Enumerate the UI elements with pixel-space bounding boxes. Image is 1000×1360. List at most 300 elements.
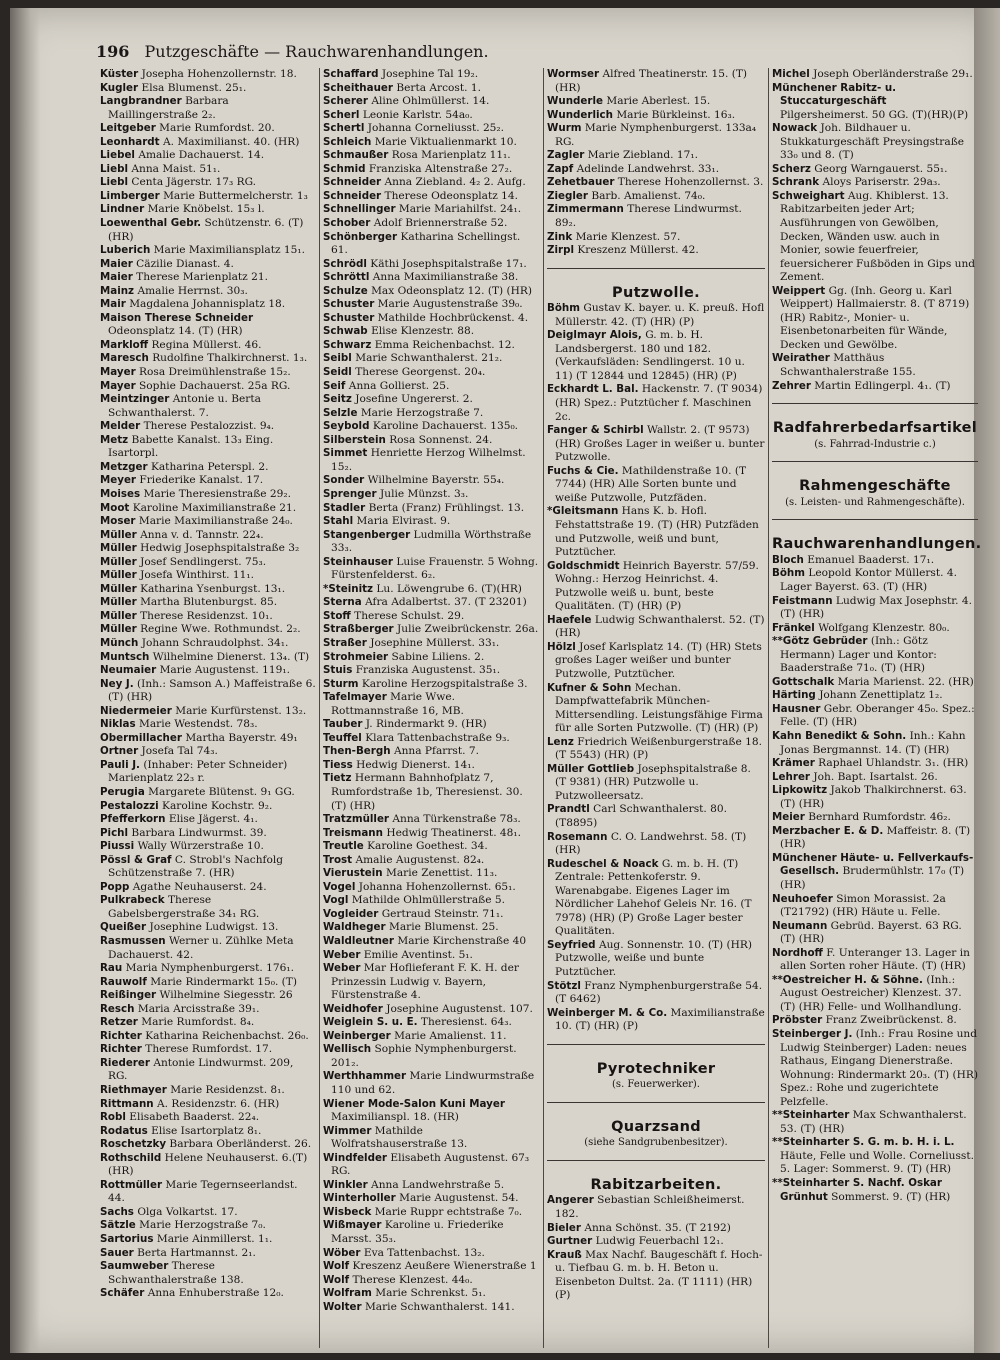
- entry-details: Marie Theresienstraße 29₂.: [143, 487, 292, 500]
- entry-name: Feistmann: [772, 594, 833, 607]
- entry-details: Barbara Oberländerst. 26.: [169, 1138, 312, 1151]
- entry-name: Seif: [323, 379, 346, 392]
- entry-name: Nowack: [772, 122, 818, 135]
- directory-entry: [547, 641, 765, 682]
- entry-name: **Götz Gebrüder: [772, 635, 868, 648]
- entry-name: Haefele: [547, 613, 592, 626]
- entry-details: Marie Augustenst. 54.: [399, 1192, 519, 1205]
- entry-name: Maresch: [100, 352, 149, 365]
- directory-entry: [547, 329, 765, 383]
- entry-name: Wolfram: [323, 1287, 372, 1300]
- entry-details: Simon Morassist. 2a (T21792) (HR) Häute u. Felle.: [780, 892, 946, 919]
- entry-name: Münchener Häute- u. Fellverkaufs-Gesellsch.: [772, 851, 974, 878]
- directory-entry: [772, 176, 978, 190]
- entry-details: Regina Müllerst. 46.: [151, 338, 262, 351]
- entry-name: Sartorius: [100, 1233, 154, 1246]
- entry-details: Josephine Augustenst. 107.: [386, 1002, 533, 1015]
- directory-entry: [323, 1219, 540, 1246]
- directory-entry: [323, 678, 540, 692]
- entry-name: Limberger: [100, 189, 160, 202]
- directory-entry: [323, 1152, 540, 1179]
- directory-entry: [100, 854, 316, 881]
- entry-name: Moser: [100, 515, 136, 528]
- directory-entry: [323, 122, 540, 136]
- entry-details: Marie Tegernseerlandst. 44.: [108, 1178, 298, 1205]
- entry-details: Sommerst. 9. (T) (HR): [831, 1190, 951, 1203]
- entry-name: Müller: [100, 542, 137, 555]
- entry-details: Marie Mariahilfst. 24₁.: [398, 203, 522, 216]
- entry-details: Adolf Briennerstraße 52.: [373, 217, 508, 230]
- entry-details: Marie Westendst. 78₃.: [138, 718, 258, 731]
- entry-name: Wolf: [323, 1273, 350, 1286]
- entry-details: Gebrüd. Bayerst. 63 RG. (T) (HR): [780, 919, 962, 946]
- directory-entry: [772, 974, 978, 1015]
- directory-entry: [323, 82, 540, 96]
- entry-details: Mathildenstraße 10. (T 7744) (HR) Alle Sorten bunte und weiße Putzwolle, Putzfäden.: [555, 464, 747, 504]
- entry-details: Elise Isartorplatz 8₁.: [151, 1124, 262, 1137]
- directory-entry: [100, 732, 316, 746]
- entry-details: Bernhard Rumfordstr. 46₂.: [808, 811, 951, 824]
- entry-details: Anna v. d. Tannstr. 22₄.: [140, 528, 264, 541]
- entry-name: Weinberger: [323, 1029, 391, 1042]
- entry-details: Elise Klenzestr. 88.: [371, 325, 475, 338]
- entry-name: Windfelder: [323, 1151, 388, 1164]
- entry-details: Raphael Uhlandstr. 3₁. (HR): [818, 757, 969, 770]
- entry-details: Matthäus Schwanthalerstraße 155.: [780, 352, 916, 379]
- entry-name: Sätzle: [100, 1219, 136, 1232]
- entry-name: Rodatus: [100, 1124, 148, 1137]
- entry-details: Rosa Marienplatz 11₁.: [391, 149, 511, 162]
- directory-entry: [323, 312, 540, 326]
- entry-details: Maximilianspl. 18. (HR): [331, 1111, 459, 1124]
- directory-entry: [323, 488, 540, 502]
- entry-name: Neumann: [772, 919, 828, 932]
- entry-details: A. Residenzstr. 6. (HR): [157, 1097, 280, 1110]
- directory-entry: [547, 95, 765, 109]
- entry-details: Jakob Thalkirchnerst. 63. (T) (HR): [780, 784, 967, 810]
- directory-entry: [323, 664, 540, 678]
- directory-entry: [100, 1233, 316, 1247]
- entry-details: Anna Türkenstraße 78₃.: [392, 813, 521, 826]
- entry-name: Wormser: [547, 68, 600, 80]
- directory-entry: [323, 502, 540, 516]
- entry-name: Niklas: [100, 718, 136, 731]
- entry-name: Schrank: [772, 176, 820, 189]
- entry-details: (Inh.: Samson A.) Maffeistraße 6. (T) (HR): [108, 677, 316, 704]
- entry-details: Therese Schulst. 29.: [354, 609, 465, 622]
- directory-entry: [100, 68, 316, 82]
- entry-name: Sachs: [100, 1205, 134, 1218]
- entry-name: Zapf: [547, 162, 574, 175]
- entry-name: Hausner: [772, 702, 821, 715]
- directory-entry: [323, 434, 540, 448]
- entry-name: Zirpl: [547, 244, 574, 257]
- entry-details: Mathilde Ohlmüllerstraße 5.: [351, 894, 505, 907]
- entry-details: Therese Lindwurmst. 89₂.: [555, 203, 742, 230]
- directory-entry: [100, 962, 316, 976]
- directory-entry: [323, 190, 540, 204]
- directory-entry: [547, 1194, 765, 1221]
- entry-name: Schuster: [323, 311, 375, 324]
- entry-name: Stahl: [323, 515, 354, 528]
- entry-details: G. m. b. H. Landsbergerst. 180 und 182. (Verkaufsläden: Sendlingerst. 10 u. 11) (T 12844 und 12845) (HR) (P): [555, 329, 745, 382]
- entry-details: Marie Schwanthalerst. 21₂.: [355, 352, 503, 365]
- entry-name: Wisbeck: [323, 1205, 372, 1218]
- directory-entry: [323, 1301, 540, 1315]
- directory-entry: [323, 163, 540, 177]
- entry-details: Marie Lindwurmstraße 110 und 62.: [331, 1070, 535, 1097]
- entry-name: Selzle: [323, 406, 358, 419]
- entry-details: Marie Klenzest. 57.: [575, 230, 681, 243]
- entry-details: Marie Augustenstraße 39₀.: [377, 298, 523, 311]
- directory-entry: [547, 1249, 765, 1303]
- book-spine-shadow: [10, 8, 40, 1353]
- entry-details: Karoline Dachauerst. 135₀.: [372, 420, 519, 433]
- entry-details: Marie Nymphenburgerst. 133a₄ RG.: [555, 122, 757, 148]
- entry-name: Langbrandner: [100, 95, 182, 108]
- directory-entry: [772, 122, 978, 163]
- entry-name: Mainz: [100, 284, 135, 297]
- directory-entry: [772, 784, 978, 811]
- entry-details: Anna Maximilianstraße 38.: [372, 271, 519, 284]
- directory-entry: [100, 1057, 316, 1084]
- entry-name: Roschetzky: [100, 1138, 167, 1151]
- directory-entry: [100, 312, 316, 339]
- entry-name: Weippert: [772, 284, 826, 297]
- entry-name: Tiess: [323, 758, 353, 771]
- entry-name: **Steinharter: [772, 1109, 850, 1122]
- entry-name: Wiener Mode-Salon Kuni Mayer: [323, 1097, 505, 1110]
- entry-name: Kugler: [100, 81, 139, 94]
- entry-name: Lipkowitz: [772, 784, 828, 797]
- entry-details: J. Rindermarkt 9. (HR): [365, 718, 487, 731]
- entry-name: Meier: [772, 811, 805, 824]
- entry-details: Julie Zweibrückenstr. 26a.: [397, 623, 539, 636]
- entry-details: Maximilianstraße 10. (T) (HR) (P): [555, 1006, 765, 1033]
- directory-entry: [100, 122, 316, 136]
- directory-entry: [323, 921, 540, 935]
- entry-name: Böhm: [772, 567, 805, 580]
- entry-name: Sterna: [323, 596, 362, 609]
- entry-details: Karoline Kochstr. 9₂.: [162, 799, 273, 812]
- directory-entry: [772, 622, 978, 636]
- directory-entry: [547, 163, 765, 177]
- entry-name: Rothschild: [100, 1151, 162, 1164]
- directory-entry: [772, 1136, 978, 1177]
- entry-name: Neuhoefer: [772, 892, 833, 905]
- directory-entry: [100, 488, 316, 502]
- directory-entry: [100, 515, 316, 529]
- entry-name: Liebl: [100, 176, 128, 189]
- section-heading: Rauchwarenhandlungen.: [772, 536, 982, 553]
- directory-entry: [772, 1014, 978, 1028]
- directory-entry: [100, 244, 316, 258]
- entry-name: Weiglein S. u. E.: [323, 1016, 418, 1029]
- directory-entry: [100, 1287, 316, 1301]
- entry-name: Wellisch: [323, 1043, 372, 1056]
- entry-details: Magdalena Johannisplatz 18.: [129, 298, 286, 311]
- entry-name: Rudeschel & Noack: [547, 857, 659, 870]
- entry-details: Joh. Bapt. Isartalst. 26.: [813, 770, 938, 783]
- page-number: 196: [96, 42, 130, 61]
- entry-name: Teuffel: [323, 731, 362, 744]
- entry-name: Tauber: [323, 718, 363, 731]
- directory-entry: [323, 867, 540, 881]
- directory-entry: [772, 811, 978, 825]
- entry-details: Marie Ziebland. 17₁.: [587, 149, 698, 162]
- entry-details: Agathe Neuhauserst. 24.: [132, 880, 267, 893]
- directory-entry: [323, 258, 540, 272]
- entry-details: Wilhelmine Bayerstr. 55₄.: [367, 474, 505, 487]
- directory-entry: [323, 68, 540, 82]
- entry-name: Riederer: [100, 1056, 150, 1069]
- entry-details: Maria Marienst. 22. (HR): [837, 675, 974, 688]
- directory-entry: [100, 1030, 316, 1044]
- entry-details: Sebastian Schleißheimerst. 182.: [555, 1194, 745, 1221]
- entry-details: Josephine Tal 19₂.: [381, 68, 479, 80]
- directory-entry: [772, 595, 978, 622]
- entry-details: Klara Tattenbachstraße 9₃.: [365, 731, 510, 744]
- entry-name: Silberstein: [323, 433, 386, 446]
- directory-entry: [323, 718, 540, 732]
- directory-entry: [323, 1030, 540, 1044]
- entry-details: Franz Nymphenburgerstraße 54. (T 6462): [555, 979, 763, 1006]
- directory-entry: [323, 827, 540, 841]
- directory-entry: [100, 352, 316, 366]
- entry-name: Vogleider: [323, 907, 379, 920]
- entry-name: Zagler: [547, 149, 585, 162]
- section-heading: Quarzsand: [611, 1118, 701, 1135]
- entry-name: Maier: [100, 257, 133, 270]
- directory-entry: [100, 556, 316, 570]
- entry-name: Treismann: [323, 826, 383, 839]
- directory-entry: [547, 203, 765, 230]
- directory-entry: [100, 745, 316, 759]
- directory-entry: [100, 1152, 316, 1179]
- entry-details: Rudolfine Thalkirchnerst. 1₃.: [152, 352, 308, 365]
- entry-details: Maffeistr. 8. (T) (HR): [780, 824, 971, 851]
- directory-entry: [547, 231, 765, 245]
- entry-name: *Steinitz: [323, 582, 374, 595]
- entry-details: Martin Edlingerpl. 4₁. (T): [814, 379, 951, 392]
- column-2: [323, 68, 540, 1314]
- entry-details: Josephspitalstraße 8. (T 9381) (HR) Putzwolle u. Putzwolleersatz.: [555, 762, 751, 802]
- entry-name: Pestalozzi: [100, 799, 159, 812]
- directory-entry: [772, 190, 978, 285]
- entry-details: Josef Karlsplatz 14. (T) (HR) Stets großes Lager weißer und bunter Putzwolle, Putztücher.: [555, 640, 762, 680]
- directory-entry: [323, 908, 540, 922]
- entry-name: Fuchs & Cie.: [547, 464, 619, 477]
- entry-name: Liebl: [100, 162, 128, 175]
- directory-entry: [100, 136, 316, 150]
- directory-page: [10, 8, 1000, 1353]
- directory-entry: [772, 852, 978, 893]
- section-rule: [547, 1160, 765, 1161]
- directory-entry: [323, 610, 540, 624]
- entry-details: Hedwig Theatinerst. 48₁.: [386, 826, 522, 839]
- directory-entry: [100, 989, 316, 1003]
- entry-name: Trost: [323, 853, 353, 866]
- directory-entry: [323, 1070, 540, 1097]
- entry-details: Therese Gabelsbergerstraße 34₁ RG.: [108, 894, 260, 920]
- directory-entry: [323, 1179, 540, 1193]
- entry-name: Werthhammer: [323, 1070, 407, 1083]
- entry-details: Marie Knöbelst. 15₃ l.: [147, 203, 265, 216]
- entry-name: Stadler: [323, 501, 366, 514]
- directory-entry: [547, 302, 765, 329]
- entry-details: Marie Maximiliansplatz 15₁.: [153, 244, 306, 257]
- directory-entry: [547, 939, 765, 980]
- directory-entry: [323, 176, 540, 190]
- entry-name: Maier: [100, 271, 133, 284]
- directory-entry: [323, 596, 540, 610]
- entry-name: Sonder: [323, 474, 365, 487]
- section-heading: Radfahrerbedarfsartikel: [772, 420, 978, 437]
- entry-name: Wunderle: [547, 95, 603, 108]
- entry-name: Pauli J.: [100, 758, 140, 771]
- entry-details: Cäzilie Dianast. 4.: [136, 257, 234, 270]
- entry-details: Karoline Goethest. 34.: [367, 840, 488, 853]
- entry-details: Berta Arcost. 1.: [396, 81, 481, 94]
- entry-name: Gurtner: [547, 1235, 593, 1248]
- entry-details: F. Unteranger 13. Lager in allen Sorten roher Häute. (T) (HR): [780, 946, 970, 973]
- directory-entry: [323, 393, 540, 407]
- entry-name: Scherl: [323, 108, 360, 121]
- entry-name: Scheithauer: [323, 81, 393, 94]
- entry-details: Marie Schwanthalerst. 141.: [364, 1300, 515, 1313]
- entry-name: Strohmeier: [323, 650, 389, 663]
- entry-details: Franziska Altenstraße 27₂.: [368, 162, 513, 175]
- entry-name: Meyer: [100, 474, 137, 487]
- directory-entry: [323, 447, 540, 474]
- entry-details: Berta (Franz) Frühlingst. 13.: [368, 501, 525, 514]
- directory-entry: [100, 827, 316, 841]
- directory-entry: [100, 149, 316, 163]
- directory-entry: [547, 122, 765, 149]
- entry-details: Mechan. Dampfwattefabrik München-Mittersendling. Leistungsfähige Firma für alle Sorten Putzwolle. (T) (HR) (P): [555, 681, 763, 735]
- entry-details: Katharina Ysenburgst. 13₁.: [140, 582, 286, 595]
- directory-entry: [100, 718, 316, 732]
- entry-name: Schneider: [323, 176, 382, 189]
- directory-entry: [100, 976, 316, 990]
- directory-entry: [100, 434, 316, 461]
- entry-name: Seibl: [323, 352, 352, 365]
- entry-details: Franz Zweibrückenst. 8.: [825, 1014, 957, 1027]
- directory-entry: [100, 1098, 316, 1112]
- directory-entry: [100, 596, 316, 610]
- directory-entry: [100, 82, 316, 96]
- directory-entry: [100, 380, 316, 394]
- entry-name: Sauer: [100, 1246, 134, 1259]
- entry-name: Scherer: [323, 95, 368, 108]
- directory-entry: [772, 635, 978, 676]
- directory-entry: [323, 95, 540, 109]
- directory-entry: [547, 858, 765, 939]
- entry-details: Ludwig Max Josephstr. 4. (T) (HR): [780, 594, 973, 621]
- directory-entry: [772, 1109, 978, 1136]
- entry-details: Hackenstr. 7. (T 9034) (HR) Spez.: Putztücher f. Maschinen 2c.: [555, 383, 763, 423]
- entry-details: Leopold Kontor Müllerst. 4. Lager Bayerst. 63. (T) (HR): [780, 567, 957, 593]
- entry-details: Carl Schwanthalerst. 80. (T8895): [555, 803, 727, 829]
- entry-name: Wolf: [323, 1260, 350, 1273]
- entry-name: Tietz: [323, 772, 352, 785]
- entry-details: Marie Residenzst. 8₁.: [170, 1084, 285, 1097]
- directory-entry: [772, 689, 978, 703]
- directory-entry: [100, 786, 316, 800]
- entry-details: Maria Arcisstraße 39₁.: [137, 1002, 260, 1015]
- entry-name: Weinberger M. & Co.: [547, 1006, 668, 1019]
- directory-entry: [772, 920, 978, 947]
- entry-name: Müller: [100, 582, 137, 595]
- directory-entry: [100, 1138, 316, 1152]
- entry-name: Resch: [100, 1002, 135, 1015]
- directory-entry: [547, 560, 765, 614]
- entry-name: Wolter: [323, 1300, 362, 1313]
- entry-details: Maria Nymphenburgerst. 176₁.: [125, 962, 294, 975]
- entry-name: Rasmussen: [100, 935, 166, 947]
- directory-entry: [547, 383, 765, 424]
- directory-entry: [100, 664, 316, 678]
- directory-entry: [772, 676, 978, 690]
- directory-entry: [100, 813, 316, 827]
- entry-name: Fränkel: [772, 621, 815, 634]
- directory-entry: [100, 393, 316, 420]
- entry-details: Ludwig Feuerbachl 12₁.: [595, 1235, 724, 1248]
- entry-details: Marie Aberlest. 15.: [606, 95, 711, 108]
- directory-entry: [323, 854, 540, 868]
- entry-name: Muntsch: [100, 650, 150, 663]
- entry-details: Marie Blumenst. 25.: [388, 921, 499, 934]
- entry-details: Hermann Bahnhofplatz 7, Rumfordstraße 1b, Theresienst. 30. (T) (HR): [331, 772, 523, 812]
- entry-name: Schaffard: [323, 68, 379, 80]
- directory-entry: [323, 1274, 540, 1288]
- entry-name: Müller: [100, 623, 137, 636]
- directory-entry: [547, 505, 765, 559]
- entry-details: Olga Volkartst. 17.: [137, 1205, 238, 1218]
- entry-details: Theresienst. 64₃.: [420, 1016, 512, 1029]
- directory-entry: [323, 109, 540, 123]
- entry-name: Wißmayer: [323, 1219, 382, 1232]
- entry-details: Katharina Peterspl. 2.: [150, 460, 269, 473]
- directory-entry: [100, 569, 316, 583]
- entry-name: Ziegler: [547, 189, 588, 202]
- directory-entry: [323, 583, 540, 597]
- directory-entry: [547, 763, 765, 804]
- entry-details: Therese Rumfordst. 17.: [145, 1043, 273, 1056]
- entry-details: Mathilde Hochbrückenst. 4.: [377, 311, 529, 324]
- entry-name: Luberich: [100, 244, 151, 257]
- entry-details: Anna Pfarrst. 7.: [393, 745, 479, 758]
- column-4: [772, 68, 982, 1204]
- entry-details: (Inh.: August Oestreicher) Klenzest. 37. (T) (HR) Felle- und Wollhandlung.: [780, 973, 962, 1013]
- section-heading: Pyrotechniker: [596, 1060, 716, 1077]
- entry-details: Barbara Lindwurmst. 39.: [131, 826, 267, 839]
- directory-entry: [323, 1247, 540, 1261]
- entry-details: Therese Residenzst. 10₁.: [140, 609, 273, 622]
- entry-name: Waldleutner: [323, 935, 394, 947]
- entry-name: Steinhauser: [323, 555, 393, 568]
- entry-name: Simmet: [323, 447, 368, 460]
- entry-name: Fanger & Schirbl: [547, 424, 644, 437]
- directory-entry: [772, 352, 978, 379]
- directory-entry: [100, 420, 316, 434]
- entry-details: Josefa Winthirst. 11₁.: [140, 569, 254, 582]
- directory-entry: [100, 176, 316, 190]
- entry-name: Weber: [323, 962, 361, 975]
- entry-name: Weber: [323, 948, 361, 961]
- directory-entry: [547, 1222, 765, 1236]
- entry-details: Marie Rumfordst. 8₄.: [141, 1016, 255, 1029]
